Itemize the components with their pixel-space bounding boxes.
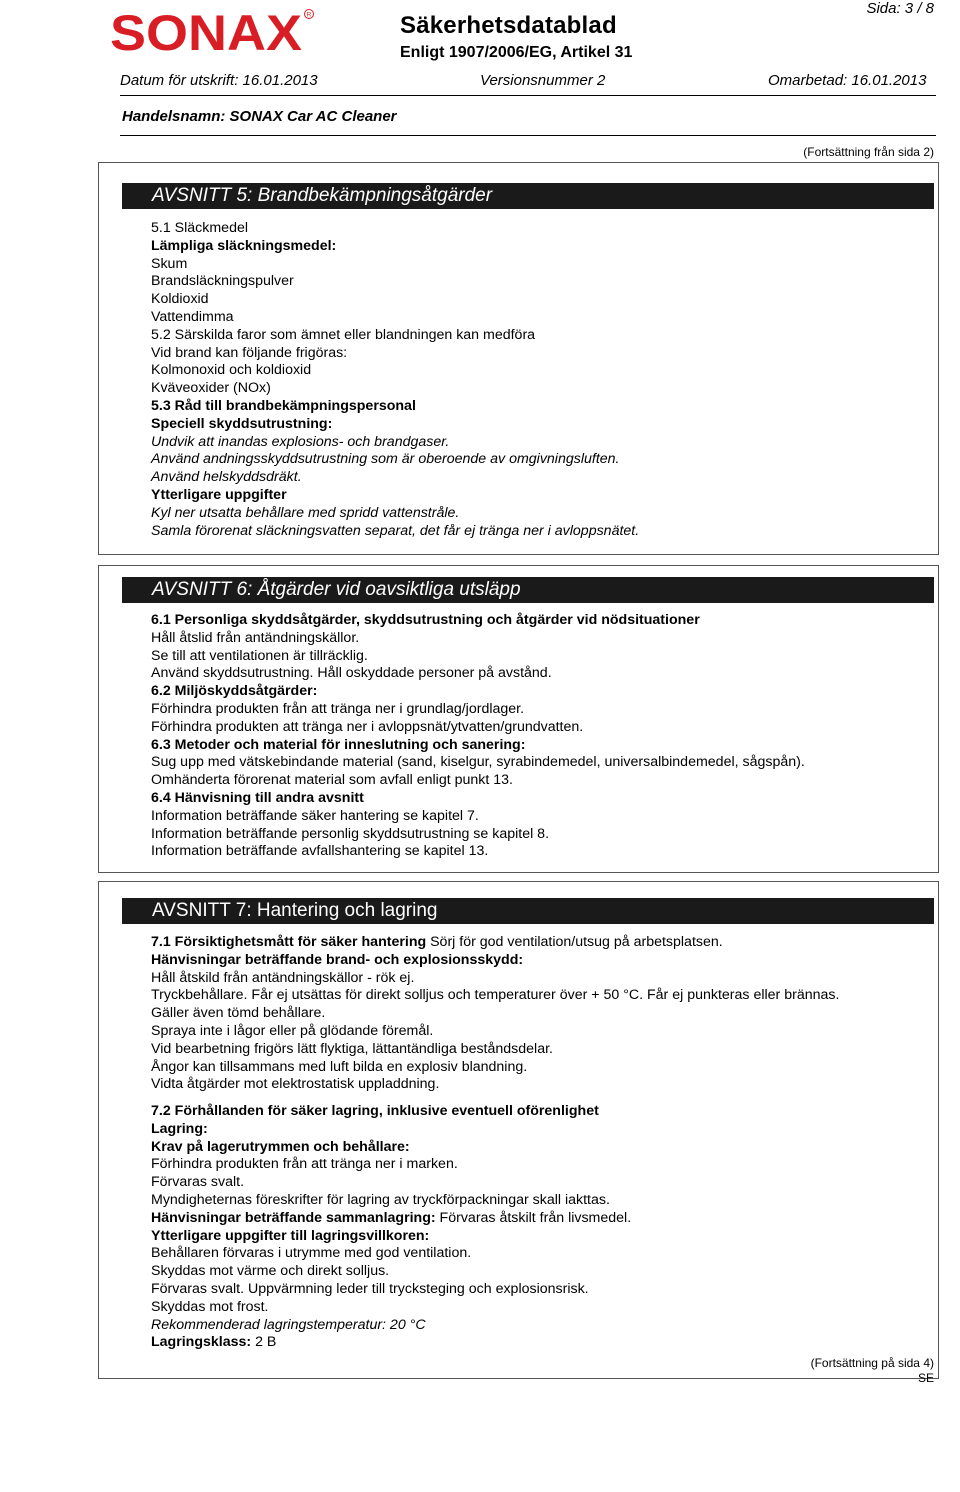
header-divider-lower bbox=[120, 135, 936, 136]
language-code: SE bbox=[917, 1371, 934, 1385]
subsection-title: 5.1 Släckmedel bbox=[151, 220, 248, 236]
logo-text: SONAX bbox=[110, 6, 302, 56]
section-7-2-content bbox=[151, 1103, 631, 1352]
section-5-title: AVSNITT 5: Brandbekämpningsåtgärder bbox=[122, 183, 934, 209]
header-divider bbox=[120, 95, 936, 96]
print-date: Datum för utskrift: 16.01.2013 bbox=[120, 72, 318, 89]
text-line: Använd helskyddsdräkt. bbox=[151, 469, 302, 486]
text-line: Skyddas mot värme och direkt solljus. bbox=[151, 1263, 390, 1280]
subsection-title: 7.1 Försiktighetsmått för säker hantering bbox=[151, 934, 427, 950]
text-line: Undvik att inandas explosions- och brandgaser. bbox=[151, 433, 450, 450]
text-line: Ångor kan tillsammans med luft bilda en explosiv blandning. bbox=[151, 1058, 528, 1075]
inline-text: 2 B bbox=[251, 1334, 277, 1351]
sonax-logo bbox=[110, 6, 315, 56]
section-6-content bbox=[151, 612, 805, 861]
label: Hänvisningar beträffande brand- och explosionsskydd: bbox=[151, 951, 524, 968]
text-line: Håll åtslid från antändningskällor. bbox=[151, 629, 360, 646]
section-5-content bbox=[151, 220, 639, 540]
text-line: Vid bearbetning frigörs lätt flyktiga, lättantändliga beståndsdelar. bbox=[151, 1040, 553, 1057]
label: Hänvisningar beträffande sammanlagring: bbox=[151, 1209, 436, 1226]
text-line: Förhindra produkten från att tränga ner i grundlag/jordlager. bbox=[151, 700, 525, 717]
subsection-title: 7.2 Förhållanden för säker lagring, inklusive eventuell oförenlighet bbox=[151, 1103, 599, 1119]
text-line: Tryckbehållare. Får ej utsättas för direkt solljus och temperaturer över + 50 °C. Får ej punkteras eller brännas. bbox=[151, 987, 840, 1004]
text-line: Behållaren förvaras i utrymme med god ventilation. bbox=[151, 1245, 472, 1262]
inline-text: Förvaras åtskilt från livsmedel. bbox=[435, 1209, 632, 1226]
text-line: Information beträffande personlig skyddsutrustning se kapitel 8. bbox=[151, 825, 550, 842]
document-title: Säkerhetsdatablad bbox=[400, 12, 617, 39]
list-item: Brandsläckningspulver bbox=[151, 273, 294, 290]
text-line bbox=[151, 934, 839, 952]
document-subtitle: Enligt 1907/2006/EG, Artikel 31 bbox=[400, 44, 633, 61]
label: Lagring: bbox=[151, 1120, 208, 1137]
text-line: Myndigheternas föreskrifter för lagring av tryckförpackningar skall iakttas. bbox=[151, 1191, 610, 1208]
subsection-title: 5.3 Råd till brandbekämpningspersonal bbox=[151, 397, 416, 414]
page-number: Sida: 3 / 8 bbox=[866, 0, 934, 17]
text-line: Förhindra produkten från att tränga ner i marken. bbox=[151, 1156, 458, 1173]
text-line: Vidta åtgärder mot elektrostatisk uppladdning. bbox=[151, 1076, 440, 1093]
label: Lagringsklass: bbox=[151, 1334, 252, 1351]
text-line: Skyddas mot frost. bbox=[151, 1298, 269, 1315]
text-line bbox=[151, 1334, 631, 1352]
continuation-from: (Fortsättning från sida 2) bbox=[803, 145, 934, 159]
revised-date: Omarbetad: 16.01.2013 bbox=[768, 72, 927, 89]
label: Ytterligare uppgifter bbox=[151, 486, 287, 503]
subsection-title: 5.2 Särskilda faror som ämnet eller blandningen kan medföra bbox=[151, 326, 536, 343]
subsection-title: 6.1 Personliga skyddsåtgärder, skyddsutrustning och åtgärder vid nödsituationer bbox=[151, 612, 700, 628]
subsection-title: 6.2 Miljöskyddsåtgärder: bbox=[151, 683, 318, 700]
continuation-to: (Fortsättning på sida 4) bbox=[810, 1356, 934, 1370]
section-7-1-content bbox=[151, 934, 839, 1094]
text-line: Sug upp med vätskebindande material (sand, kiselgur, syrabindemedel, universalbindemedel, sågspån). bbox=[151, 754, 805, 771]
section-6-title: AVSNITT 6: Åtgärder vid oavsiktliga utsläpp bbox=[122, 577, 934, 603]
text-line: Förvaras svalt. Uppvärmning leder till trycksteging och explosionsrisk. bbox=[151, 1280, 589, 1297]
text-line: Omhänderta förorenat material som avfall enligt punkt 13. bbox=[151, 772, 513, 789]
text-line bbox=[151, 1210, 631, 1228]
text-line: Kolmonoxid och koldioxid bbox=[151, 362, 312, 379]
text-line: Gäller även tömd behållare. bbox=[151, 1005, 326, 1022]
text-line: Förvaras svalt. bbox=[151, 1174, 245, 1191]
text-line: Information beträffande säker hantering se kapitel 7. bbox=[151, 807, 479, 824]
list-item: Koldioxid bbox=[151, 291, 209, 308]
text-line: Förhindra produkten att tränga ner i avloppsnät/ytvatten/grundvatten. bbox=[151, 718, 584, 735]
label: Krav på lagerutrymmen och behållare: bbox=[151, 1138, 410, 1155]
label: Speciell skyddsutrustning: bbox=[151, 415, 333, 432]
list-item: Vattendimma bbox=[151, 308, 234, 325]
svg-text:R: R bbox=[306, 11, 312, 19]
inline-text: Sörj för god ventilation/utsug på arbetsplatsen. bbox=[426, 934, 723, 950]
text-line: Information beträffande avfallshantering se kapitel 13. bbox=[151, 843, 489, 860]
text-line: Använd andningsskyddsutrustning som är oberoende av omgivningsluften. bbox=[151, 451, 620, 468]
subsection-title: 6.4 Hänvisning till andra avsnitt bbox=[151, 789, 364, 806]
text-line: Kyl ner utsatta behållare med spridd vattenstråle. bbox=[151, 504, 460, 521]
text-line: Rekommenderad lagringstemperatur: 20 °C bbox=[151, 1316, 426, 1333]
trade-name: Handelsnamn: SONAX Car AC Cleaner bbox=[122, 108, 397, 125]
list-item: Skum bbox=[151, 255, 188, 272]
text-line: Kväveoxider (NOx) bbox=[151, 380, 271, 397]
label: Lämpliga släckningsmedel: bbox=[151, 237, 337, 254]
text-line: Använd skyddsutrustning. Håll oskyddade personer på avstånd. bbox=[151, 665, 552, 682]
label: Ytterligare uppgifter till lagringsvillkoren: bbox=[151, 1227, 430, 1244]
text-line: Vid brand kan följande frigöras: bbox=[151, 344, 348, 361]
section-7-title: AVSNITT 7: Hantering och lagring bbox=[122, 898, 934, 924]
text-line: Spraya inte i lågor eller på glödande föremål. bbox=[151, 1022, 434, 1039]
version-number: Versionsnummer 2 bbox=[480, 72, 606, 89]
subsection-title: 6.3 Metoder och material för inneslutning och sanering: bbox=[151, 736, 526, 753]
text-line: Se till att ventilationen är tillräcklig. bbox=[151, 647, 368, 664]
text-line: Håll åtskild från antändningskällor - rök ej. bbox=[151, 969, 415, 986]
text-line: Samla förorenat släckningsvatten separat, det får ej tränga ner i avloppsnätet. bbox=[151, 522, 640, 539]
